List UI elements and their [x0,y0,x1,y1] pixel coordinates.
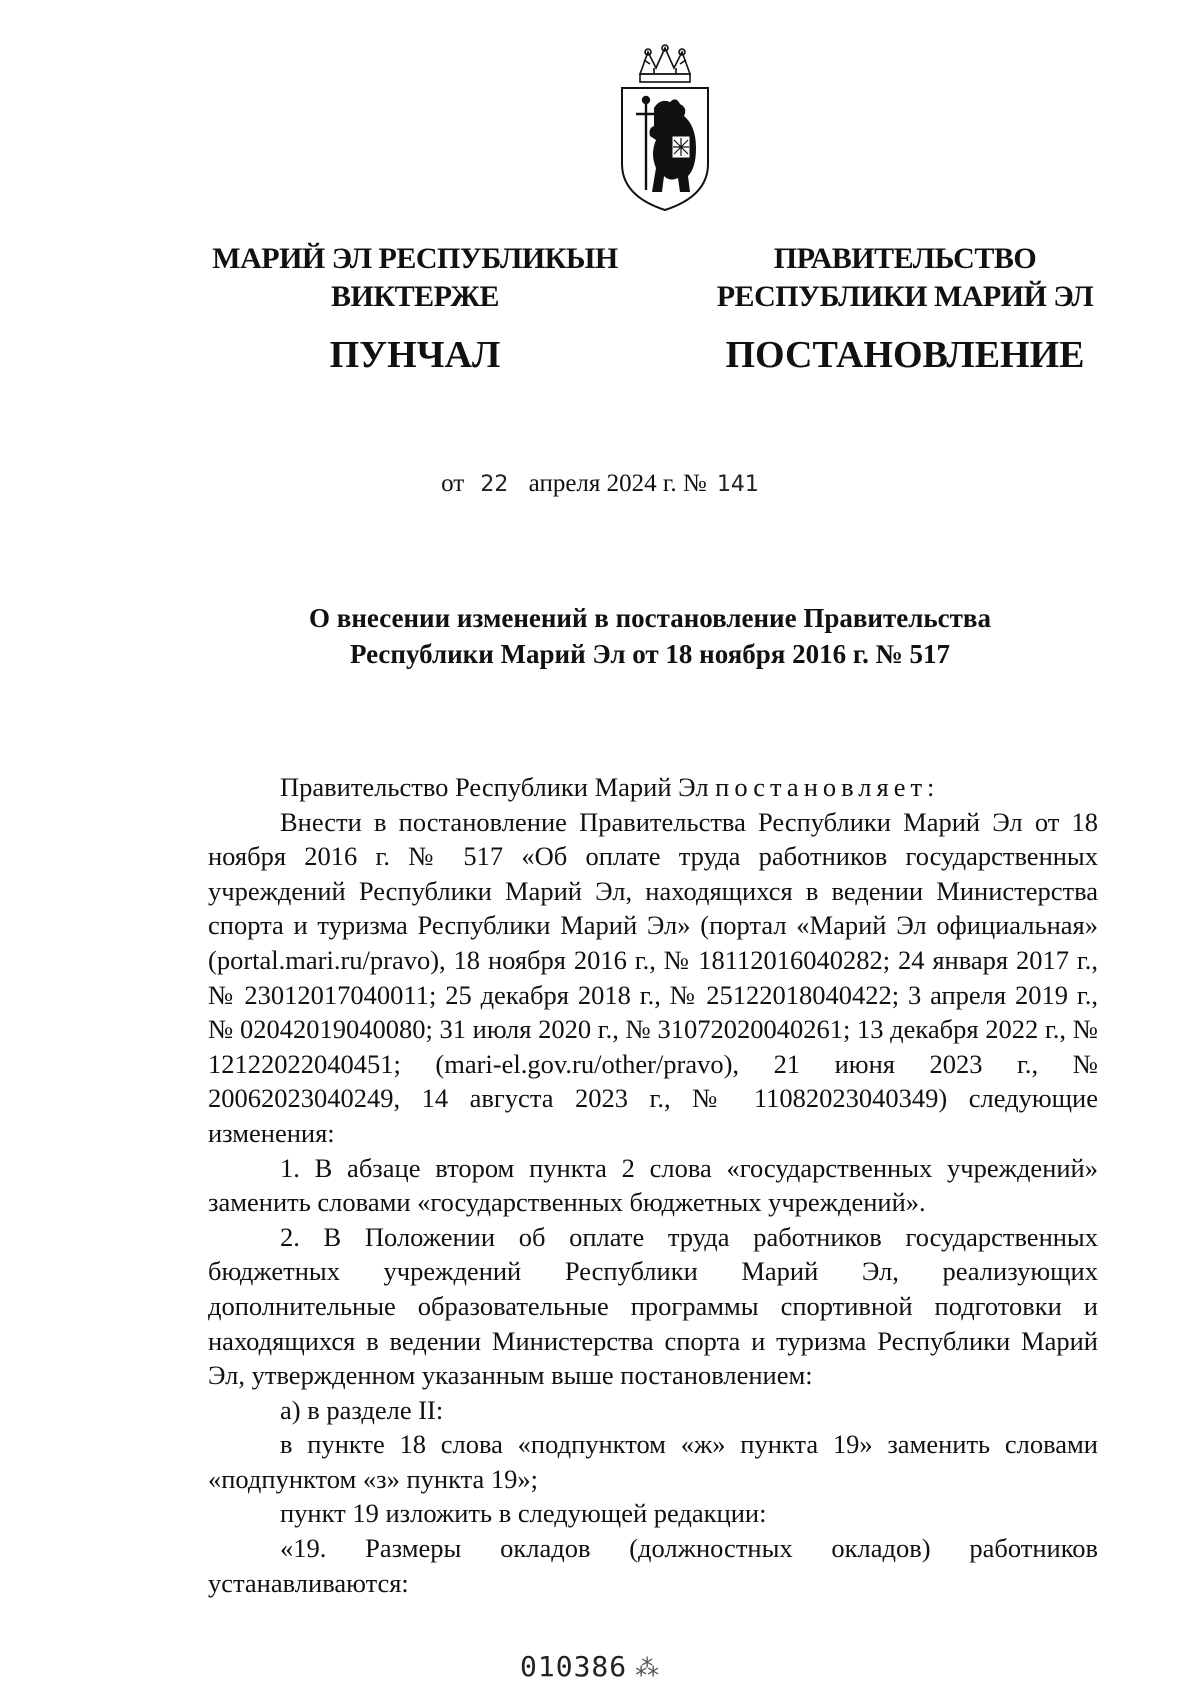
document-body [208,770,1098,1600]
header-left-line2: ВИКТЕРЖЕ [330,280,500,313]
coat-of-arms-emblem [610,44,720,214]
intro-paragraph [208,770,1098,805]
header-right-line1: ПРАВИТЕЛЬСТВО [773,242,1037,275]
document-number: 141 [716,472,759,497]
item-2: 2. В Положении об оплате труда работников государственных бюджетных учреждений Республики Марий Эл, реализующих дополнительные образовательные программы спортивной подготовки и находящихся в ведении Министерства спорта и туризма Республики Марий Эл, утвержденном указанным выше постановлением: [208,1221,1098,1391]
header-left-doc-type: ПУНЧАЛ [329,334,501,376]
form-serial-number [520,1650,660,1683]
header-right-doc-type: ПОСТАНОВЛЕНИЕ [725,334,1085,376]
document-title [200,600,1100,672]
intro-text: Правительство Республики Марий Эл [280,772,709,802]
asterism-mark: ⁂ [635,1654,661,1682]
intro-verb: постановляет: [715,772,940,802]
title-line1: О внесении изменений в постановление Правительства [309,603,991,633]
date-prefix: от [441,470,465,497]
paragraph-main: Внести в постановление Правительства Республики Марий Эл от 18 ноября 2016 г. № 517 «Об оплате труда работников государственных учреждений Республики Марий Эл, находящихся в ведении Министерства спорта и туризма Республики Марий Эл» (портал «Марий Эл официальная» (portal.mari.ru/pravo), 18 ноября 2016 г., № 18112016040282; 24 января 2017 г., № 23012017040011; 25 декабря 2018 г., № 25122018040422; 3 апреля 2019 г., № 02042019040080; 31 июля 2020 г., № 31072020040261; 13 декабря 2022 г., № 12122022040451; (mari-el.gov.ru/other/pravo), 21 июня 2023 г., № 20062023040249, 14 августа 2023 г., № 11082023040349) следующие изменения: [208,806,1098,1148]
paragraph-point-18: в пункте 18 слова «подпунктом «ж» пункта 19» заменить словами «подпунктом «з» пункта 19»; [208,1429,1098,1494]
paragraph-point-19-text: «19. Размеры окладов (должностных окладов) работников устанавливаются: [208,1533,1098,1598]
date-day: 22 [480,472,509,497]
subitem-a: а) в разделе II: [280,1394,444,1425]
header-right-line2: РЕСПУБЛИКИ МАРИЙ ЭЛ [716,280,1094,313]
item-1: 1. В абзаце втором пункта 2 слова «государственных учреждений» заменить словами «государственных бюджетных учреждений». [208,1152,1098,1218]
header-left-line1: МАРИЙ ЭЛ РЕСПУБЛИКЫН [212,242,618,275]
header-russian [680,240,1130,378]
serial-number: 010386 [520,1650,628,1683]
paragraph-point-19: пункт 19 изложить в следующей редакции: [280,1498,767,1529]
document-date-line [0,470,1200,498]
date-month-year: апреля 2024 г. № [528,470,707,497]
title-line2: Республики Марий Эл от 18 ноября 2016 г. № 517 [349,639,951,669]
header-mari [190,240,640,378]
